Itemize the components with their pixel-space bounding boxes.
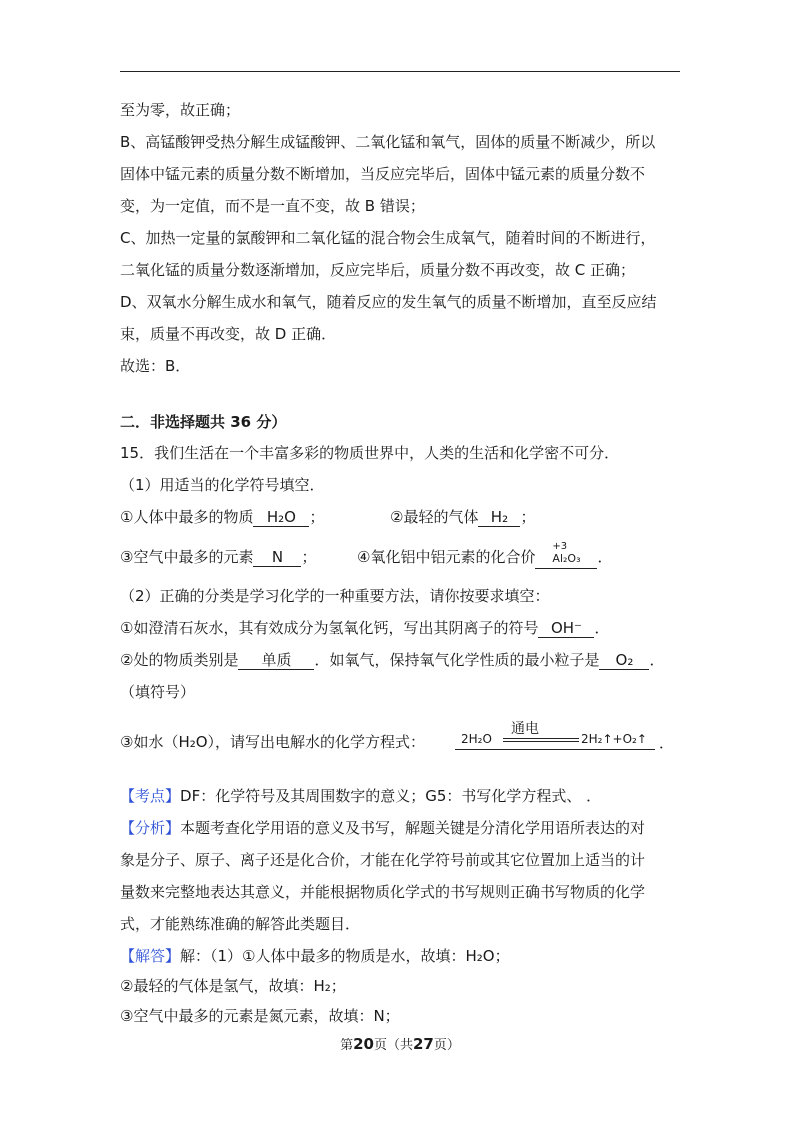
jieda-row (120, 946, 510, 966)
item-3-answer: N (253, 548, 301, 567)
item-2-label: ②最轻的气体 (390, 508, 479, 526)
text-line: ③空气中最多的元素是氮元素，故填：N； (120, 1007, 400, 1025)
question-row-1 (120, 507, 680, 527)
fenxi-tag: 【分析】 (120, 819, 181, 837)
footer-suffix: 页） (433, 1038, 460, 1053)
item-1-label: ①人体中最多的物质 (120, 508, 254, 526)
item-2-end: ； (520, 508, 536, 526)
page-number: 20 (353, 1035, 374, 1053)
answer-choice: 故选：B． (120, 357, 191, 375)
jieda-text: 解：（1）①人体中最多的物质是水，故填：H₂O； (180, 947, 510, 965)
fenxi-text: 本题考查化学用语的意义及书写，解题关键是分清化学用语所表达的对 (180, 819, 646, 837)
part-2-heading: （2）正确的分类是学习化学的一种重要方法，请你按要求填空： (120, 587, 550, 605)
footer-mid: 页（共 (373, 1038, 413, 1053)
text-line: C、加热一定量的氯酸钾和二氧化锰的混合物会生成氧气，随着时间的不断进行， (120, 229, 656, 247)
equation-condition: 通电 (511, 721, 539, 737)
equation-end: ． (659, 734, 675, 752)
part-1-heading: （1）用适当的化学符号填空． (120, 476, 325, 494)
item-3-label: ③空气中最多的元素 (120, 548, 254, 566)
item-4-end: ． (597, 548, 613, 566)
text-line: 量数来完整地表达其意义，并能根据物质化学式的书写规则正确书写物质的化学 (120, 883, 646, 901)
footer-prefix: 第 (340, 1038, 354, 1053)
item-2-answer: H₂ (478, 508, 520, 527)
p2a-label: ①如澄清石灰水，其有效成分为氢氧化钙，写出其阴离子的符号 (120, 619, 539, 637)
text-line: 式，才能熟练准确的解答此类题目． (120, 915, 361, 933)
item-1-end: ； (309, 508, 325, 526)
item-4-answer: Al₂O₃ (552, 552, 581, 565)
header-rule (120, 71, 680, 72)
kaodian-row (120, 786, 601, 806)
p2b-label-2: ．如氧气，保持氧气化学性质的最小粒子是 (314, 651, 600, 669)
item-3-end: ； (301, 548, 317, 566)
question-row-4 (120, 650, 664, 670)
p2b-answer-1: 单质 (238, 651, 314, 670)
equation-products: 2H₂↑+O₂↑ (581, 732, 647, 746)
text-line: 变，为一定值，而不是一直不变，故 B 错误； (120, 197, 425, 215)
p2b-answer-2: O₂ (599, 651, 649, 670)
equation-reactant: 2H₂O (461, 732, 492, 746)
text-line: ②最轻的气体是氢气，故填：H₂； (120, 977, 346, 995)
text-line: 束，质量不再改变，故 D 正确． (120, 325, 337, 343)
valence-value: +3 (552, 541, 568, 552)
fill-note: （填符号） (120, 683, 196, 701)
equation-bar (503, 738, 579, 739)
valence-mark (552, 541, 581, 568)
p2b-end: ． (649, 651, 665, 669)
section-title: 二．非选择题共 36 分） (120, 413, 287, 431)
kaodian-text: DF：化学符号及其周围数字的意义；G5：书写化学方程式、 ． (180, 787, 602, 805)
chemical-equation (455, 718, 685, 752)
page-footer (0, 1034, 800, 1053)
answer-underline (455, 749, 655, 750)
p2c-label: ③如水（H₂O），请写出电解水的化学方程式： (120, 733, 426, 751)
question-stem: 15．我们生活在一个丰富多彩的物质世界中，人类的生活和化学密不可分． (120, 444, 620, 462)
p2a-end: ． (594, 619, 610, 637)
text-line: 至为零，故正确； (120, 101, 241, 119)
text-line: D、双氧水分解生成水和氧气，随着反应的发生氧气的质量不断增加，直至反应结 (120, 293, 657, 311)
item-4-label: ④氧化铝中铝元素的化合价 (357, 548, 536, 566)
text-line: 象是分子、原子、离子还是化合价，才能在化学符号前或其它位置加上适当的计 (120, 851, 646, 869)
fenxi-row (120, 818, 645, 838)
p2b-label-1: ②处的物质类别是 (120, 651, 239, 669)
equation-bar (503, 741, 579, 742)
jieda-tag: 【解答】 (120, 947, 181, 965)
page-total: 27 (413, 1035, 434, 1053)
p2a-answer: OH⁻ (538, 619, 594, 638)
kaodian-tag: 【考点】 (120, 787, 181, 805)
item-1-answer: H₂O (253, 508, 309, 527)
question-row-3 (120, 618, 609, 638)
item-4-answer-box (535, 541, 597, 569)
text-line: 固体中锰元素的质量分数不断增加，当反应完毕后，固体中锰元素的质量分数不 (120, 165, 646, 183)
text-line: B、高锰酸钾受热分解生成锰酸钾、二氧化锰和氧气，固体的质量不断减少，所以 (120, 133, 656, 151)
question-row-2 (120, 541, 680, 567)
text-line: 二氧化锰的质量分数逐渐增加，反应完毕后，质量分数不再改变，故 C 正确； (120, 261, 636, 279)
